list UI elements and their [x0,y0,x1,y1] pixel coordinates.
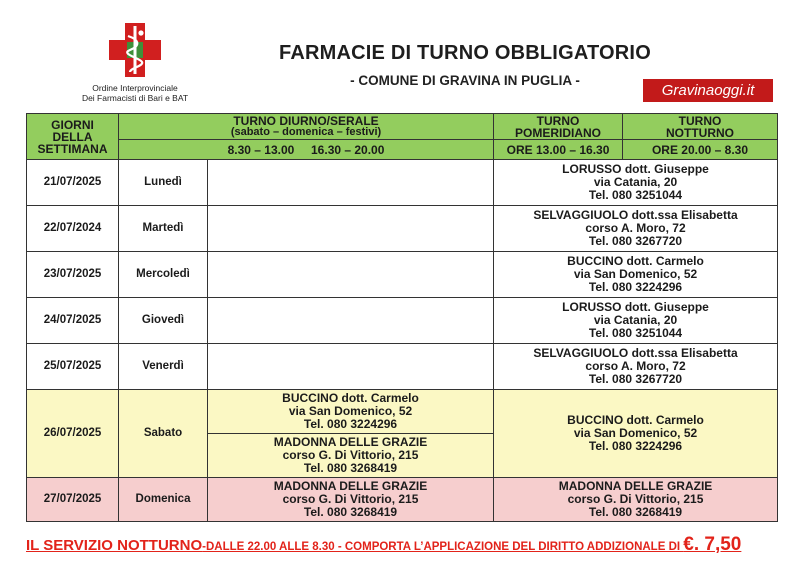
header-days: GIORNI DELLA SETTIMANA [27,114,119,160]
row-night-pharmacy: SELVAGGIUOLO dott.ssa Elisabetta corso A. Moro, 72 Tel. 080 3267720 [494,206,778,252]
header-afternoon-shift: TURNO POMERIDIANO [494,114,623,140]
row-night-pharmacy: MADONNA DELLE GRAZIE corso G. Di Vittorio, 215 Tel. 080 3268419 [494,478,778,522]
table-row-saturday [27,390,778,434]
header-day-hours: 8.30 – 13.00 16.30 – 20.00 [119,140,494,160]
table-row [27,252,778,298]
row-day-shift-a: BUCCINO dott. Carmelo via San Domenico, 52 Tel. 080 3224296 [208,390,494,434]
row-day: Sabato [119,390,208,478]
row-night-pharmacy: LORUSSO dott. Giuseppe via Catania, 20 Tel. 080 3251044 [494,160,778,206]
schedule-table [26,113,778,522]
brand-badge: Gravinaoggi.it [643,79,773,102]
row-date: 25/07/2025 [27,344,119,390]
header-night-shift: TURNO NOTTURNO [623,114,778,140]
table-row [27,344,778,390]
table-row [27,206,778,252]
table-row [27,298,778,344]
page-title: FARMACIE DI TURNO OBBLIGATORIO [279,42,651,64]
row-day-shift [208,298,494,344]
row-day: Giovedì [119,298,208,344]
row-day-shift-b: MADONNA DELLE GRAZIE corso G. Di Vittorio, 215 Tel. 080 3268419 [208,434,494,478]
row-date: 21/07/2025 [27,160,119,206]
row-night-pharmacy: SELVAGGIUOLO dott.ssa Elisabetta corso A. Moro, 72 Tel. 080 3267720 [494,344,778,390]
org-name: Ordine Interprovinciale Dei Farmacisti di Bari e BAT [81,83,189,103]
row-day: Mercoledì [119,252,208,298]
row-day: Venerdì [119,344,208,390]
row-day: Domenica [119,478,208,522]
night-service-notice: IL SERVIZIO NOTTURNO-DALLE 22.00 ALLE 8.30 - COMPORTA L’APPLICAZIONE DEL DIRITTO ADDIZIONALE DI €. 7,50 [26,534,742,555]
header-night-hours: ORE 20.00 – 8.30 [623,140,778,160]
row-date: 27/07/2025 [27,478,119,522]
row-date: 26/07/2025 [27,390,119,478]
row-day: Martedì [119,206,208,252]
surcharge-price: €. 7,50 [683,534,742,555]
row-day-shift-a: MADONNA DELLE GRAZIE corso G. Di Vittorio, 215 Tel. 080 3268419 [208,478,494,522]
row-night-pharmacy: BUCCINO dott. Carmelo via San Domenico, 52 Tel. 080 3224296 [494,390,778,478]
row-night-pharmacy: LORUSSO dott. Giuseppe via Catania, 20 Tel. 080 3251044 [494,298,778,344]
row-date: 23/07/2025 [27,252,119,298]
row-day-shift [208,206,494,252]
row-date: 22/07/2024 [27,206,119,252]
row-day-shift [208,160,494,206]
row-night-pharmacy: BUCCINO dott. Carmelo via San Domenico, 52 Tel. 080 3224296 [494,252,778,298]
header-day-shift: TURNO DIURNO/SERALE (sabato – domenica – festivi) [119,114,494,140]
page-subtitle: - COMUNE DI GRAVINA IN PUGLIA - [350,73,580,88]
row-day-shift [208,344,494,390]
table-row-sunday [27,478,778,522]
row-day: Lunedì [119,160,208,206]
pharmacy-logo-icon [108,22,162,78]
row-day-shift [208,252,494,298]
header-afternoon-hours: ORE 13.00 – 16.30 [494,140,623,160]
table-row [27,160,778,206]
row-date: 24/07/2025 [27,298,119,344]
